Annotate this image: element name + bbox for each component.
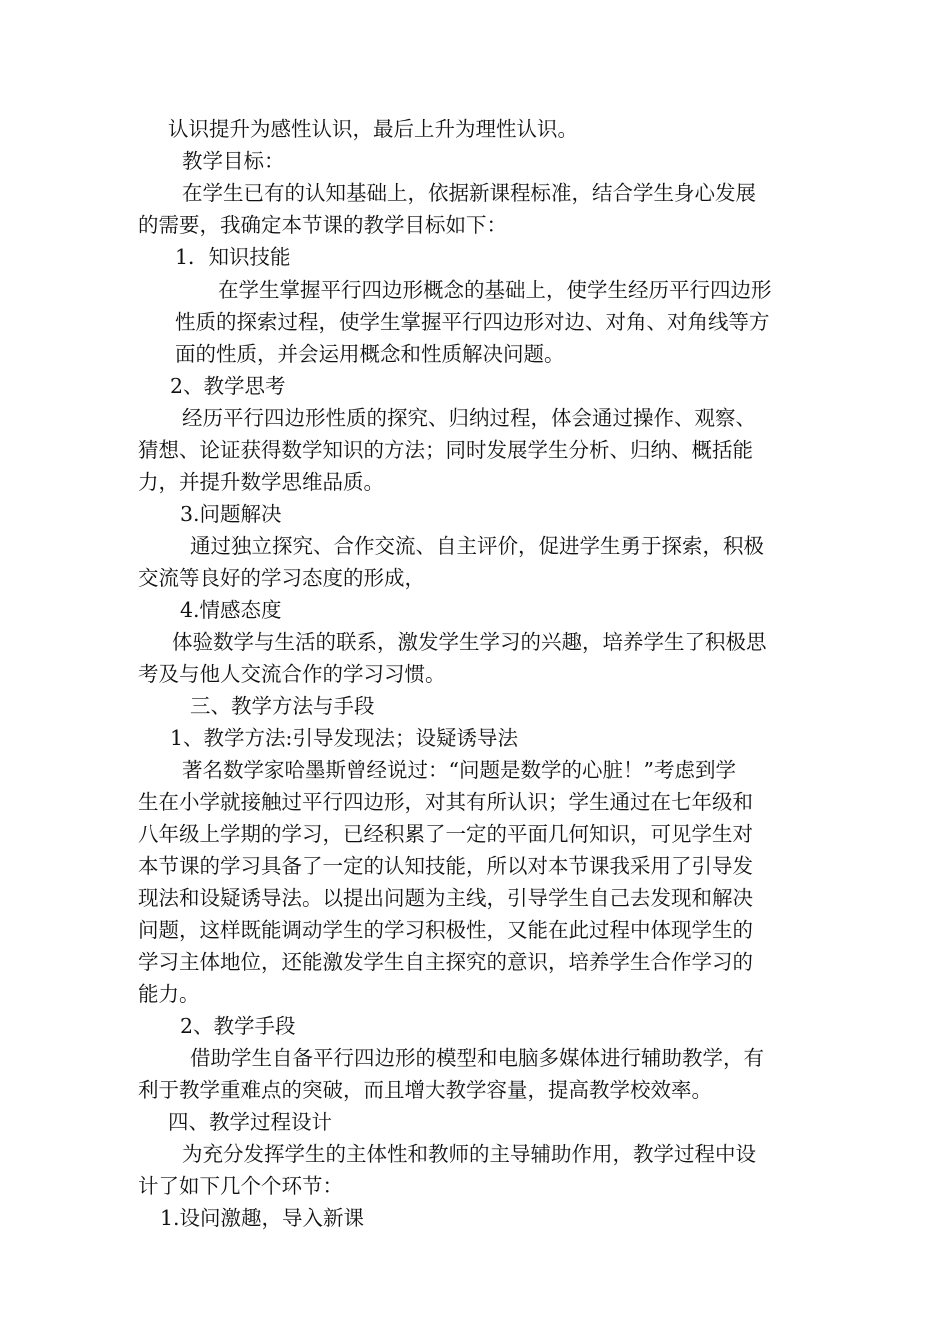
subheading-problem-solving: 3.问题解决 (180, 502, 282, 526)
subheading-emotional-attitude: 4.情感态度 (180, 598, 282, 622)
section-heading-process-design: 四、教学过程设计 (168, 1110, 332, 1134)
text-line: 生在小学就接触过平行四边形，对其有所认识；学生通过在七年级和 (138, 790, 753, 814)
text-line: 猜想、论证获得数学知识的方法；同时发展学生分析、归纳、概括能 (138, 438, 753, 462)
subheading-teaching-thinking: 2、教学思考 (170, 374, 286, 398)
text-line: 在学生已有的认知基础上，依据新课程标准，结合学生身心发展 (182, 181, 756, 205)
text-line: 能力。 (138, 982, 200, 1006)
text-line: 借助学生自备平行四边形的模型和电脑多媒体进行辅助教学，有 (190, 1046, 764, 1070)
text-line: 本节课的学习具备了一定的认知技能，所以对本节课我采用了引导发 (138, 854, 753, 878)
section-heading-teaching-goals: 教学目标： (182, 149, 285, 173)
text-line: 的需要，我确定本节课的教学目标如下： (138, 213, 507, 237)
text-line: 为充分发挥学生的主体性和教师的主导辅助作用，教学过程中设 (182, 1142, 756, 1166)
subheading-teaching-method: 1、教学方法:引导发现法；设疑诱导法 (170, 726, 518, 750)
text-line: 现法和设疑诱导法。以提出问题为主线，引导学生自己去发现和解决 (138, 886, 753, 910)
text-line: 问题，这样既能调动学生的学习积极性，又能在此过程中体现学生的 (138, 918, 753, 942)
text-line: 体验数学与生活的联系，激发学生学习的兴趣，培养学生了积极思 (172, 630, 767, 654)
subheading-knowledge-skills: 1．知识技能 (175, 245, 291, 269)
text-line: 经历平行四边形性质的探究、归纳过程，体会通过操作、观察、 (182, 406, 756, 430)
section-heading-methods: 三、教学方法与手段 (190, 694, 375, 718)
text-line: 面的性质，并会运用概念和性质解决问题。 (175, 342, 565, 366)
text-line: 交流等良好的学习态度的形成， (138, 566, 425, 590)
subheading-introduction: 1.设问激趣，导入新课 (160, 1206, 365, 1230)
text-line: 利于教学重难点的突破，而且增大教学容量，提高教学校效率。 (138, 1078, 712, 1102)
text-line: 学习主体地位，还能激发学生自主探究的意识，培养学生合作学习的 (138, 950, 753, 974)
text-line: 八年级上学期的学习，已经积累了一定的平面几何知识，可见学生对 (138, 822, 753, 846)
text-line: 通过独立探究、合作交流、自主评价，促进学生勇于探索，积极 (190, 534, 764, 558)
text-line: 力，并提升数学思维品质。 (138, 470, 384, 494)
subheading-teaching-means: 2、教学手段 (180, 1014, 296, 1038)
text-line: 计了如下几个个环节： (138, 1174, 343, 1198)
text-line: 著名数学家哈墨斯曾经说过：“问题是数学的心脏！”考虑到学 (182, 758, 736, 782)
text-line: 性质的探索过程，使学生掌握平行四边形对边、对角、对角线等方 (175, 310, 770, 334)
text-line: 考及与他人交流合作的学习习惯。 (138, 662, 446, 686)
text-line: 在学生掌握平行四边形概念的基础上，使学生经历平行四边形 (218, 278, 772, 302)
text-line: 认识提升为感性认识，最后上升为理性认识。 (168, 117, 578, 141)
